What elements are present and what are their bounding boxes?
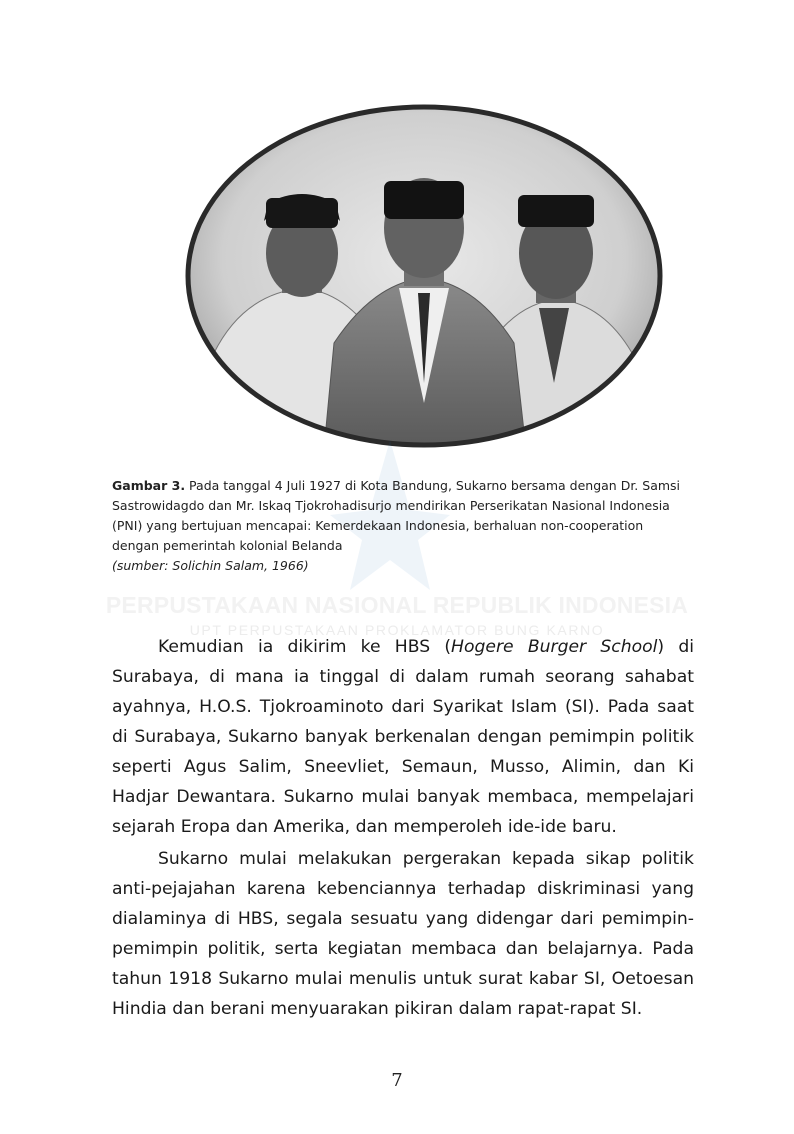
paragraph-1: Kemudian ia dikirim ke HBS (Hogere Burger School) di Surabaya, di mana ia tinggal di dalam rumah seorang sahabat ayahnya, H.O.S. Tjokroaminoto dari Syarikat Islam (SI). Pada saat di Surabaya, Sukarno banyak berkenalan dengan pemimpin politik seperti Agus Salim, Sneevliet, Semaun, Musso, Alimin, dan Ki Hadjar Dewantara. Sukarno mulai banyak membaca, mempelajari sejarah Eropa dan Amerika, dan memperoleh ide-ide baru.: [112, 637, 695, 837]
figure-caption: [112, 476, 692, 576]
watermark-line-1: PERPUSTAKAAN NASIONAL REPUBLIK INDONESIA: [105, 592, 689, 618]
oval-portrait-image: [184, 103, 664, 449]
watermark-line-2: UPT PERPUSTAKAAN PROKLAMATOR BUNG KARNO: [189, 622, 605, 638]
paragraph-2: Sukarno mulai melakukan pergerakan kepada sikap politik anti-pejajahan karena kebenciannya terhadap diskriminasi yang dialaminya di HBS, segala sesuatu yang didengar dari pemimpin-pemimpin politik, serta kegiatan membaca dan belajarnya. Pada tahun 1918 Sukarno mulai menulis untuk surat kabar SI, Oetoesan Hindia dan berani menyuarakan pikiran dalam rapat-rapat SI.: [112, 849, 694, 1019]
hbs-italic-term: Hogere Burger School: [451, 637, 658, 657]
body-text: [112, 632, 694, 1026]
page-number: 7: [391, 1070, 403, 1091]
historical-photo: [184, 103, 664, 449]
figure-source: (sumber: Solichin Salam, 1966): [112, 558, 309, 573]
figure-caption-text: Pada tanggal 4 Juli 1927 di Kota Bandung, Sukarno bersama dengan Dr. Samsi Sastrowidagdo dan Mr. Iskaq Tjokrohadisurjo mendirikan Perserikatan Nasional Indonesia (PNI) yang bertujuan mencapai: Kemerdekaan Indonesia, berhaluan non-cooperation dengan pemerintah kolonial Belanda: [112, 478, 681, 553]
figure-label: Gambar 3.: [112, 478, 186, 493]
